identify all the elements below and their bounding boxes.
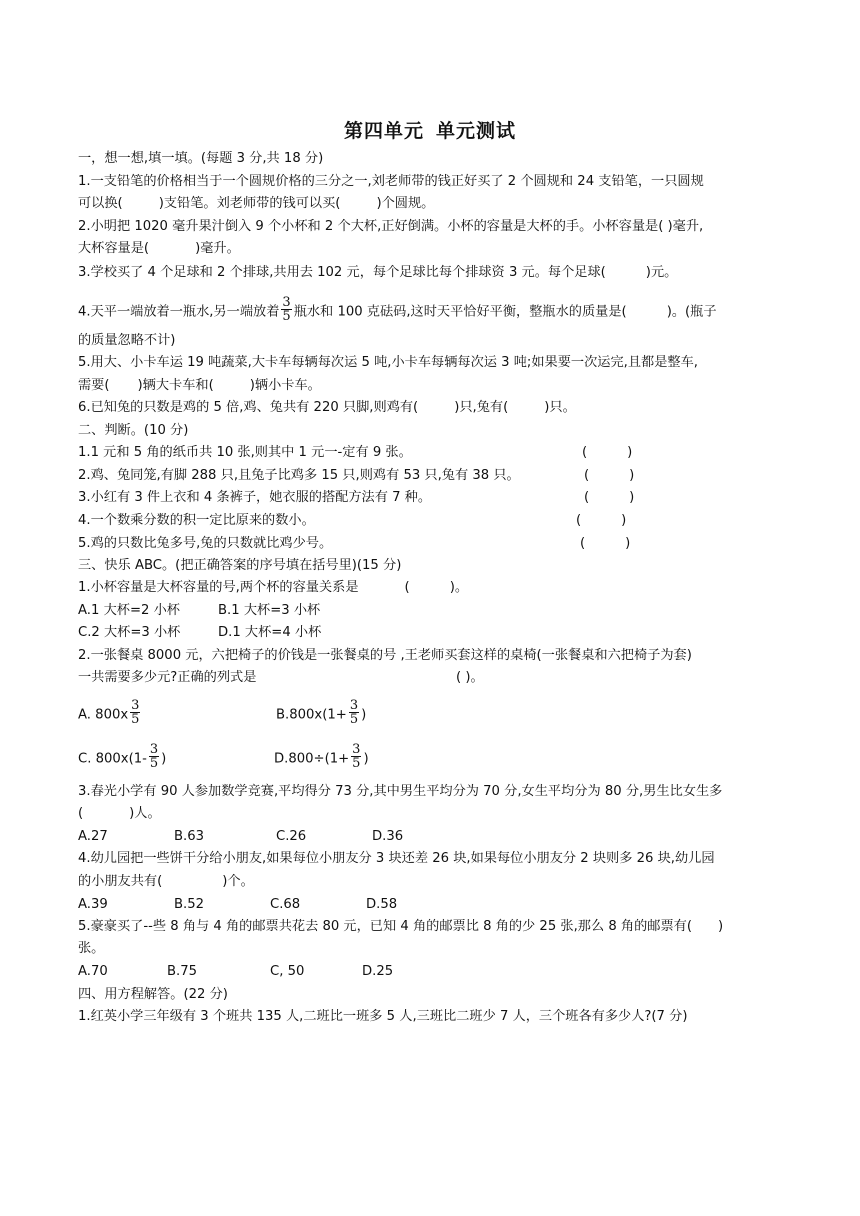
s3-q2-option-d: D.800÷(1+ $\frac{3}{5}$ ) (274, 742, 369, 771)
s3-q5-option-d: D.25 (362, 964, 394, 979)
s2-item-2: 2.鸡、兔同笼,有脚 288 只,且兔子比鸡多 15 只,则鸡有 53 只,兔有 38 只。 (78, 468, 520, 483)
section1-heading: 一，想一想,填一填。(每题 3 分,共 18 分) (78, 151, 324, 166)
s3-q2-option-b: B.800x(1+ $\frac{3}{5}$ ) (276, 698, 367, 727)
page-title: 第四单元 单元测试 (343, 120, 517, 142)
s3-q5-option-b: B.75 (167, 964, 198, 979)
s3-q4-line2: 的小朋友共有( )个。 (78, 874, 254, 889)
s3-q2-answer-paren: ( )。 (456, 670, 484, 685)
s3-q1-option-c: C.2 大杯=3 小杯 (78, 625, 181, 640)
s4-q1: 1.红英小学三年级有 3 个班共 135 人,二班比一班多 5 人,三班比二班少 7 人，三个班各有多少人?(7 分) (78, 1009, 688, 1024)
s3-q3-option-a: A.27 (78, 829, 108, 844)
s1-q2-line2: 大杯容量是( )毫升。 (78, 241, 240, 256)
s2-answer-paren-4: ( ) (576, 513, 627, 528)
s3-q2-option-c: C. 800x(1- $\frac{3}{5}$ ) (78, 742, 167, 771)
s3-q5-option-a: A.70 (78, 964, 108, 979)
s3-q1-option-b: B.1 大杯=3 小杯 (218, 603, 321, 618)
s1-q1-line1: 1.一支铅笔的价格相当于一个圆规价格的三分之一,刘老师带的钱正好买了 2 个圆规和 24 支铅笔，一只圆规 (78, 174, 704, 189)
s3-q4-option-b: B.52 (174, 897, 205, 912)
s1-q2-line1: 2.小明把 1020 毫升果汁倒入 9 个小杯和 2 个大杯,正好倒满。小杯的容量是大杯的手。小杯容量是( )毫升, (78, 219, 704, 234)
s3-q5-line2: 张。 (78, 941, 105, 956)
s1-q6: 6.已知兔的只数是鸡的 5 倍,鸡、兔共有 220 只脚,则鸡有( )只,兔有( )只。 (78, 400, 576, 415)
s3-q3-option-b: B.63 (174, 829, 205, 844)
fraction: $\frac{3}{5}$ (282, 295, 291, 324)
s2-item-5: 5.鸡的只数比兔多号,兔的只数就比鸡少号。 (78, 536, 333, 551)
s2-answer-paren-2: ( ) (584, 468, 635, 483)
s3-q2-line2: 一共需要多少元?正确的列式是 (78, 670, 257, 685)
s1-q4-line2: 的质量忽略不计) (78, 333, 176, 348)
s1-q3: 3.学校买了 4 个足球和 2 个排球,共用去 102 元，每个足球比每个排球资 3 元。每个足球( )元。 (78, 265, 678, 280)
s1-q1-line2: 可以换( )支铅笔。刘老师带的钱可以买( )个圆规。 (78, 196, 435, 211)
s3-q5-line1: 5.豪豪买了--些 8 角与 4 角的邮票共花去 80 元，已知 4 角的邮票比 8 角的少 25 张,那么 8 角的邮票有( ) (78, 919, 724, 934)
s3-q4-option-a: A.39 (78, 897, 108, 912)
s3-q3-line2: ( )人。 (78, 806, 161, 821)
s3-q2-line1: 2.一张餐桌 8000 元，六把椅子的价钱是一张餐桌的号 ,王老师买套这样的桌椅(一张餐桌和六把椅子为套) (78, 648, 692, 663)
s1-q5-line2: 需要( )辆大卡车和( )辆小卡车。 (78, 378, 321, 393)
s1-q5-line1: 5.用大、小卡车运 19 吨蔬菜,大卡车每辆每次运 5 吨,小卡车每辆每次运 3 吨;如果要一次运完,且都是整车, (78, 355, 699, 370)
s2-item-4: 4.一个数乘分数的积一定比原来的数小。 (78, 513, 315, 528)
section2-heading: 二、判断。(10 分) (78, 423, 189, 438)
s1-q4-line1: 4.天平一端放着一瓶水,另一端放着 $\frac{3}{5}$ 瓶水和 100 克砝码,这时天平恰好平衡，整瓶水的质量是( )。(瓶子 (78, 295, 717, 324)
section4-heading: 四、用方程解答。(22 分) (78, 987, 228, 1002)
s3-q3-line1: 3.春光小学有 90 人参加数学竞赛,平均得分 73 分,其中男生平均分为 70 分,女生平均分为 80 分,男生比女生多 (78, 784, 723, 799)
s2-answer-paren-1: ( ) (582, 445, 633, 460)
s2-answer-paren-5: ( ) (580, 536, 631, 551)
s3-q3-option-c: C.26 (276, 829, 307, 844)
s3-q1: 1.小杯容量是大杯容量的号,两个杯的容量关系是 ( )。 (78, 580, 469, 595)
s3-q4-option-c: C.68 (270, 897, 301, 912)
s3-q5-option-c: C, 50 (270, 964, 305, 979)
s3-q1-option-d: D.1 大杯=4 小杯 (218, 625, 322, 640)
s2-answer-paren-3: ( ) (584, 490, 635, 505)
s3-q4-line1: 4.幼儿园把一些饼干分给小朋友,如果每位小朋友分 3 块还差 26 块,如果每位小朋友分 2 块则多 26 块,幼儿园 (78, 851, 715, 866)
s2-item-1: 1.1 元和 5 角的纸币共 10 张,则其中 1 元一-定有 9 张。 (78, 445, 412, 460)
s3-q3-option-d: D.36 (372, 829, 404, 844)
s2-item-3: 3.小红有 3 件上衣和 4 条裤子，她衣服的搭配方法有 7 种。 (78, 490, 432, 505)
s3-q1-option-a: A.1 大杯=2 小杯 (78, 603, 180, 618)
s3-q4-option-d: D.58 (366, 897, 398, 912)
s3-q2-option-a: A. 800x $\frac{3}{5}$ (78, 698, 140, 727)
section3-heading: 三、快乐 ABC。(把正确答案的序号填在括号里)(15 分) (78, 558, 402, 573)
